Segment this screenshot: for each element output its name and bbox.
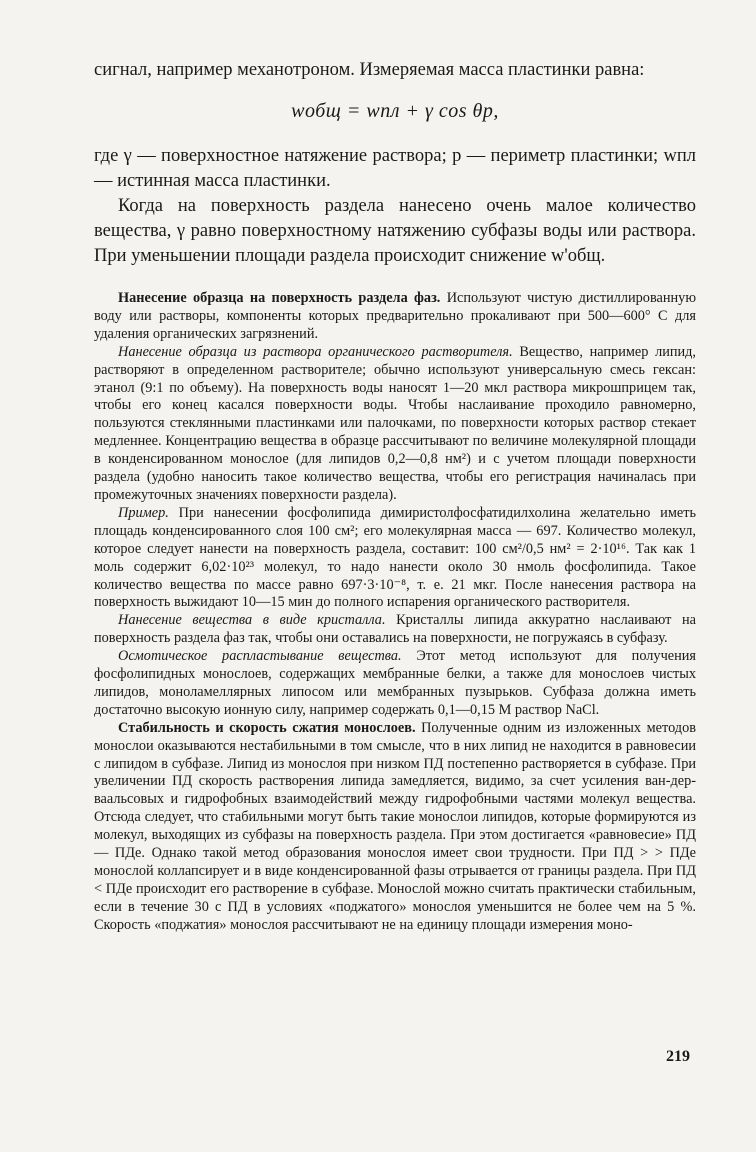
- intro-block: [94, 58, 696, 269]
- section-heading: Пример.: [118, 504, 169, 521]
- intro-paragraph-2: где γ — поверхностное натяжение раствора; p — периметр пластинки; wпл — истинная масса пластинки.: [94, 146, 696, 191]
- section-text: Используют чистую дистиллированную воду или растворы, компоненты которых предварительно прокаливают при 500—600° С для удаления органических загрязнений.: [94, 290, 696, 342]
- section-text: При нанесении фосфолипида димиристолфосфатидилхолина желательно иметь площадь конденсированного слоя 100 см²; его молекулярная масса — 697. Количество молекул, которое следует нанести на поверхность раздела, составит: 100 см²/0,5 нм² = 2·10¹⁶. Так как 1 моль содержит 6,02·10²³ молекул, то надо нанести около 30 нмоль фосфолипида. Такое количество вещества по массе равно 697·3·10⁻⁸, т. е. 21 мкг. После нанесения раствора на поверхность выжидают 10—15 мин до полного испарения органического растворителя.: [94, 504, 696, 611]
- intro-paragraph-3: Когда на поверхность раздела нанесено очень малое количество вещества, γ равно поверхностному натяжению субфазы воды или раствора. При уменьшении площади раздела происходит снижение w'общ.: [94, 196, 696, 266]
- section-text: Этот метод используют для получения фосфолипидных монослоев, содержащих мембранные белки, а также для монослоев чистых липидов, моноламеллярных липосом или мембранных пузырьков. Субфаза должна иметь достаточно высокую ионную силу, например содержать 0,1—0,15 М раствор NaCl.: [94, 648, 696, 718]
- section-example: [94, 505, 696, 612]
- section-organic-solvent: [94, 344, 696, 505]
- intro-paragraph-1: сигнал, например механотроном. Измеряемая масса пластинки равна:: [94, 60, 645, 80]
- section-heading: Нанесение образца из раствора органического растворителя.: [118, 343, 513, 360]
- section-stability: [94, 720, 696, 935]
- section-osmotic: [94, 648, 696, 720]
- section-text: Кристаллы липида аккуратно наслаивают на поверхность раздела фаз так, чтобы они оставались на поверхности, не погружаясь в субфазу.: [94, 612, 696, 647]
- section-heading: Нанесение вещества в виде кристалла.: [118, 612, 386, 629]
- section-heading: Стабильность и скорость сжатия монослоев.: [118, 719, 416, 736]
- section-crystal: [94, 612, 696, 648]
- section-heading: Осмотическое распластывание вещества.: [118, 648, 402, 665]
- mass-formula: wобщ = wпл + γ cos θp,: [291, 100, 499, 122]
- section-text: Вещество, например липид, растворяют в определенном растворителе; обычно используют универсальную смесь гексан: этанол (9:1 по объему). На поверхность воды наносят 1—20 мкл раствора микрошприцем так, чтобы его конец касался поверхности воды. Чтобы наслаивание проходило равномерно, пользуются стеклянными пластинками или палочками, по поверхности которых раствор стекает медленнее. Концентрацию вещества в образце рассчитывают по величине молекулярной площади в конденсированном монослое (для липидов 0,2—0,8 нм²) и с учетом площади поверхности раздела (удобно наносить такое количество вещества, чтобы его регистрация начиналась при промежуточных значениях поверхности раздела).: [94, 343, 697, 503]
- section-text: Полученные одним из изложенных методов монослои оказываются нестабильными в том смысле, что в них липид не находится в равновесии с липидом в субфазе. Липид из монослоя при низком ПД постепенно растворяется в субфазе. При увеличении ПД скорость растворения липида замедляется, видимо, за счет усиления ван-дер-ваальсовых и гидрофобных взаимодействий между гидрофобными частями молекул вещества. Отсюда следует, что стабильными могут быть такие монослои липидов, которые формируются из молекул, выходящих из субфазы на поверхность раздела. При этом достигается «равновесие» ПД — ПДe. Однако такой метод образования монослоя имеет свои трудности. При ПД > > ПДe монослой коллапсирует и в виде конденсированной фазы отрывается от границы раздела. При ПД < ПДe происходит его растворение в субфазе. Монослой можно считать практически стабильным, если в течение 30 с ПД в условиях «поджатого» монослоя уменьшится не более чем на 5 %. Скорость «поджатия» монослоя рассчитывают не на единицу площади измерения моно-: [94, 719, 696, 933]
- page-number: 219: [666, 1048, 690, 1065]
- section-sample-application: [94, 290, 696, 344]
- section-heading: Нанесение образца на поверхность раздела фаз.: [118, 290, 441, 306]
- methods-block: [94, 290, 696, 935]
